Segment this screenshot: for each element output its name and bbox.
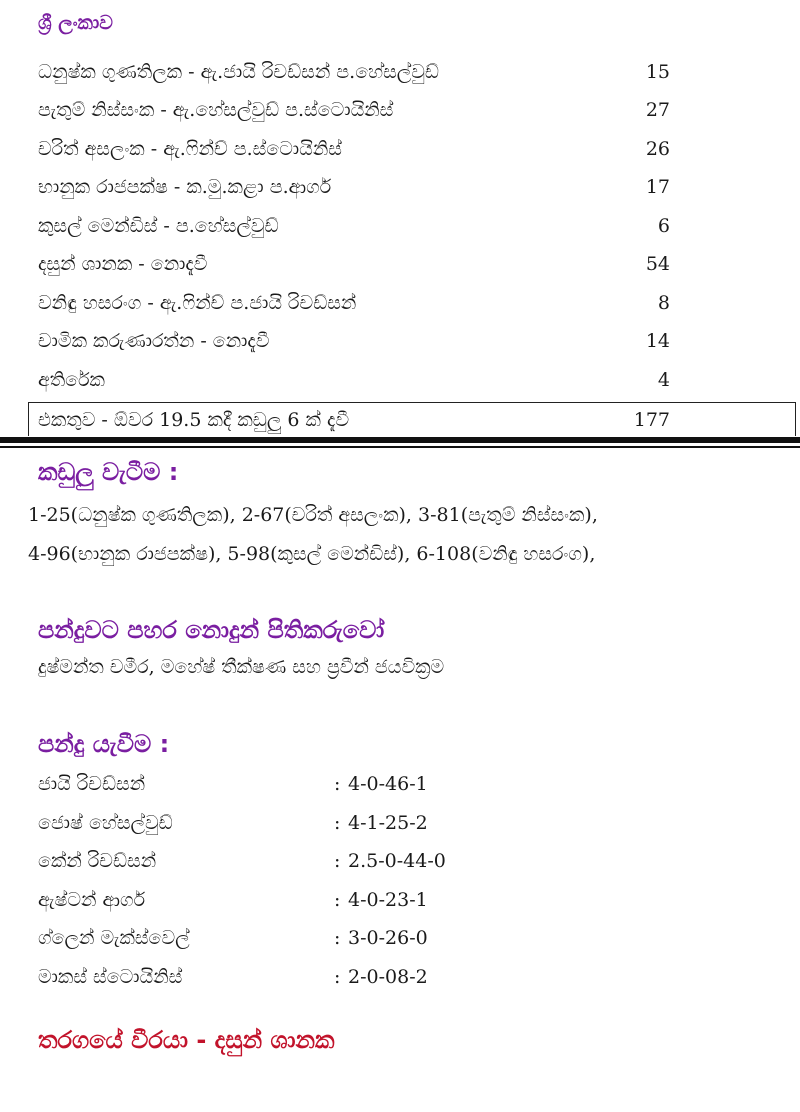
batsman-name: කුසල් මෙන්ඩිස් - ප.හේසල්වුඩ් (38, 215, 279, 237)
total-row (38, 401, 670, 439)
bowler-name: මාකස් ස්ටොයිනිස් (38, 966, 183, 988)
fall-of-wickets-heading: කඩුලු වැටීම : (38, 458, 179, 486)
batsman-name: භානුක රාජපක්ෂ - ක.මු.කළා ප.ආගර් (38, 176, 332, 198)
batting-row (38, 245, 670, 283)
divider-thick (0, 437, 800, 443)
bowler-name: කේන් රිචඩ්සන් (38, 850, 157, 872)
batsman-name: දසුන් ශානක - නොදැවී (38, 253, 208, 275)
batsman-name: පැතුම් නිස්සංක - ඇ.හේසල්වුඩ් ප.ස්ටොයිනිස් (38, 99, 394, 121)
bowling-separator: : (334, 812, 341, 834)
bowler-name: ග්ලෙන් මැක්ස්වෙල් (38, 927, 190, 949)
bowling-separator: : (334, 773, 341, 795)
batsman-runs: 14 (645, 330, 670, 352)
bowling-separator: : (334, 927, 341, 949)
bowler-figures: 3-0-26-0 (348, 927, 428, 949)
extras-row (38, 361, 670, 399)
bowler-figures: 2-0-08-2 (348, 966, 428, 988)
bowler-name: ජායි රිචඩ්සන් (38, 773, 146, 795)
bowler-figures: 4-0-46-1 (348, 773, 428, 795)
bowler-figures: 4-1-25-2 (348, 812, 428, 834)
bowling-row (38, 958, 518, 996)
batting-row (38, 168, 670, 206)
did-not-bat-heading: පන්දුවට පහර නොදුන් පිතිකරුවෝ (38, 616, 385, 644)
batsman-name: ධනුෂ්ක ගුණතිලක - ඇ.ජායි රිචඩ්සන් ප.හේසල්වුඩ් (38, 61, 439, 83)
batsman-runs: 15 (645, 61, 670, 83)
did-not-bat-names: දුෂ්මන්ත චමීර, මහේෂ් තීක්ෂණ සහ ප්‍රවීන් ජයවික්‍රම (38, 656, 445, 678)
batting-row (38, 322, 670, 360)
bowling-heading: පන්දු යැවීම : (38, 730, 170, 758)
bowler-name: ඇෂ්ටන් ආගර් (38, 889, 146, 911)
bowling-row (38, 881, 518, 919)
batsman-runs: 6 (657, 215, 670, 237)
batsman-name: චාමික කරුණාරත්න - නොදැවී (38, 330, 270, 352)
divider-thin (0, 446, 800, 448)
extras-runs: 4 (657, 369, 670, 391)
bowler-figures: 4-0-23-1 (348, 889, 428, 911)
total-label: එකතුව - ඕවර 19.5 කදී කඩුලු 6 ක් දැවී (38, 409, 350, 431)
batting-row (38, 284, 670, 322)
player-of-match: තරගයේ වීරයා - දසුන් ශානක (38, 1026, 335, 1054)
bowling-row (38, 765, 518, 803)
total-runs: 177 (633, 409, 670, 431)
bowling-separator: : (334, 889, 341, 911)
batsman-runs: 27 (645, 99, 670, 121)
bowling-separator: : (334, 966, 341, 988)
batsman-runs: 54 (645, 253, 670, 275)
batsman-runs: 17 (645, 176, 670, 198)
bowler-figures: 2.5-0-44-0 (348, 850, 446, 872)
batsman-name: චරිත් අසලංක - ඇ.ෆින්ච් ප.ස්ටොයිනිස් (38, 138, 342, 160)
batsman-runs: 8 (657, 292, 670, 314)
extras-label: අතිරේක (38, 369, 105, 391)
batsman-name: වනිඳු හසරංග - ඇ.ෆින්ච් ප.ජායි රිචඩ්සන් (38, 292, 357, 314)
bowling-row (38, 804, 518, 842)
batting-row (38, 207, 670, 245)
fall-of-wickets-line: 4-96(භානුක රාජපක්ෂ), 5-98(කුසල් මෙන්ඩිස්), 6-108(වනිඳු හසරංග), (28, 543, 596, 565)
bowling-separator: : (334, 850, 341, 872)
bowler-name: ජොෂ් හේසල්වුඩ් (38, 812, 173, 834)
fall-of-wickets-line: 1-25(ධනුෂ්ක ගුණතිලක), 2-67(චරිත් අසලංක), 3-81(පැතුම් නිස්සංක), (28, 504, 598, 526)
batsman-runs: 26 (645, 138, 670, 160)
batting-row (38, 130, 670, 168)
batting-row (38, 53, 670, 91)
bowling-row (38, 919, 518, 957)
batting-row (38, 91, 670, 129)
bowling-row (38, 842, 518, 880)
team-title: ශ්‍රී ලංකාව (38, 12, 113, 34)
